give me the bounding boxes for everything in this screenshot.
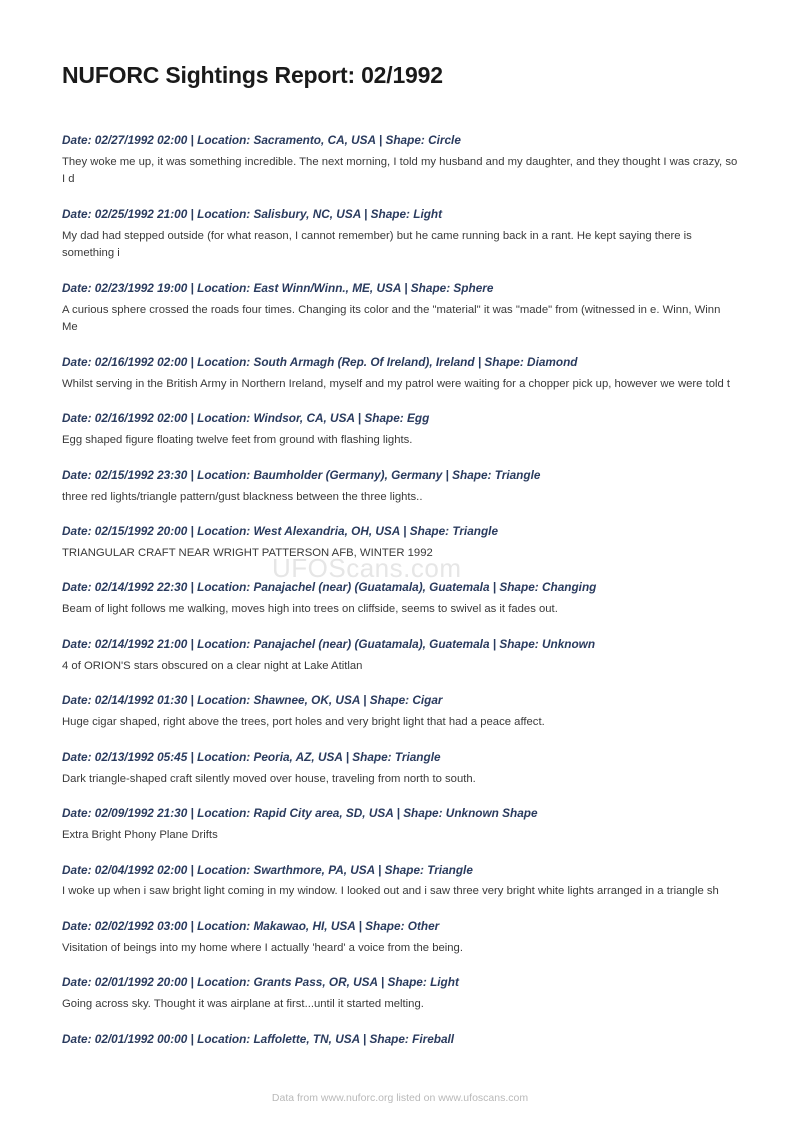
sighting-header: Date: 02/01/1992 20:00 | Location: Grants Pass, OR, USA | Shape: Light — [62, 975, 459, 990]
page-footer: Data from www.nuforc.org listed on www.ufoscans.com — [271, 1092, 529, 1104]
sighting-entry — [62, 863, 738, 901]
sighting-description: Whilst serving in the British Army in Northern Ireland, myself and my patrol were waiting for a chopper pick up, however we were told t — [62, 377, 731, 390]
sighting-header: Date: 02/16/1992 02:00 | Location: South Armagh (Rep. Of Ireland), Ireland | Shape: Diamond — [62, 354, 578, 369]
sighting-entry — [62, 1032, 738, 1048]
sighting-entry — [62, 411, 738, 449]
page-title: NUFORC Sightings Report: 02/1992 — [62, 62, 443, 88]
sighting-entry — [62, 207, 738, 263]
sighting-header: Date: 02/15/1992 20:00 | Location: West Alexandria, OH, USA | Shape: Triangle — [62, 524, 499, 539]
sighting-entry — [62, 806, 738, 844]
sighting-header: Date: 02/09/1992 21:30 | Location: Rapid City area, SD, USA | Shape: Unknown Shape — [62, 806, 538, 821]
sighting-header: Date: 02/23/1992 19:00 | Location: East Winn/Winn., ME, USA | Shape: Sphere — [62, 280, 494, 295]
sighting-header: Date: 02/13/1992 05:45 | Location: Peoria, AZ, USA | Shape: Triangle — [62, 749, 441, 764]
sighting-entry — [62, 975, 738, 1013]
sighting-entry — [62, 281, 738, 337]
sighting-description: A curious sphere crossed the roads four times. Changing its color and the "material" it was "made" from (witnessed in e. Winn, Winn Me — [62, 303, 721, 334]
sighting-entry — [62, 468, 738, 506]
sighting-header: Date: 02/14/1992 22:30 | Location: Panajachel (near) (Guatamala), Guatemala | Shape: Changing — [62, 580, 597, 595]
sighting-header: Date: 02/04/1992 02:00 | Location: Swarthmore, PA, USA | Shape: Triangle — [62, 862, 473, 877]
sighting-header: Date: 02/15/1992 23:30 | Location: Baumholder (Germany), Germany | Shape: Triangle — [62, 467, 541, 482]
sighting-header: Date: 02/01/1992 00:00 | Location: Laffolette, TN, USA | Shape: Fireball — [62, 1031, 455, 1046]
sighting-description: Going across sky. Thought it was airplane at first...until it started melting. — [62, 998, 424, 1011]
sighting-description: TRIANGULAR CRAFT NEAR WRIGHT PATTERSON AFB, WINTER 1992 — [62, 546, 433, 559]
sighting-header: Date: 02/16/1992 02:00 | Location: Windsor, CA, USA | Shape: Egg — [62, 411, 430, 426]
watermark: UFOScans.com — [272, 553, 462, 583]
sighting-description: 4 of ORION'S stars obscured on a clear night at Lake Atitlan — [62, 659, 363, 672]
sighting-description: My dad had stepped outside (for what reason, I cannot remember) but he came running back in a rant. He kept saying there is something i — [62, 229, 692, 260]
sighting-entry — [62, 580, 738, 618]
sighting-entry — [62, 693, 738, 731]
sighting-entry — [62, 133, 738, 189]
sighting-description: Huge cigar shaped, right above the trees, port holes and very bright light that had a peace affect. — [62, 716, 545, 729]
sighting-header: Date: 02/14/1992 01:30 | Location: Shawnee, OK, USA | Shape: Cigar — [62, 693, 443, 708]
sighting-description: They woke me up, it was something incredible. The next morning, I told my husband and my daughter, and they thought I was crazy, so I d — [62, 155, 738, 186]
sighting-description: Beam of light follows me walking, moves high into trees on cliffside, seems to swivel as it fades out. — [62, 603, 558, 616]
sighting-header: Date: 02/14/1992 21:00 | Location: Panajachel (near) (Guatamala), Guatemala | Shape: Unknown — [62, 636, 596, 651]
sighting-description: Egg shaped figure floating twelve feet from ground with flashing lights. — [62, 434, 413, 447]
sighting-description: I woke up when i saw bright light coming in my window. I looked out and i saw three very bright white lights arranged in a triangle sh — [62, 885, 719, 898]
sighting-description: Visitation of beings into my home where I actually 'heard' a voice from the being. — [62, 941, 463, 954]
sighting-entry — [62, 355, 738, 393]
sighting-header: Date: 02/27/1992 02:00 | Location: Sacramento, CA, USA | Shape: Circle — [62, 133, 461, 147]
sighting-header: Date: 02/25/1992 21:00 | Location: Salisbury, NC, USA | Shape: Light — [62, 206, 443, 221]
sighting-entry — [62, 750, 738, 788]
sighting-description: Extra Bright Phony Plane Drifts — [62, 829, 218, 842]
sighting-description: Dark triangle-shaped craft silently moved over house, traveling from north to south. — [62, 772, 476, 785]
sighting-entry — [62, 524, 738, 562]
sighting-entry — [62, 637, 738, 675]
sighting-entry — [62, 919, 738, 957]
sighting-header: Date: 02/02/1992 03:00 | Location: Makawao, HI, USA | Shape: Other — [62, 918, 440, 933]
sightings-list — [62, 133, 738, 1048]
sighting-description: three red lights/triangle pattern/gust blackness between the three lights.. — [62, 490, 423, 503]
